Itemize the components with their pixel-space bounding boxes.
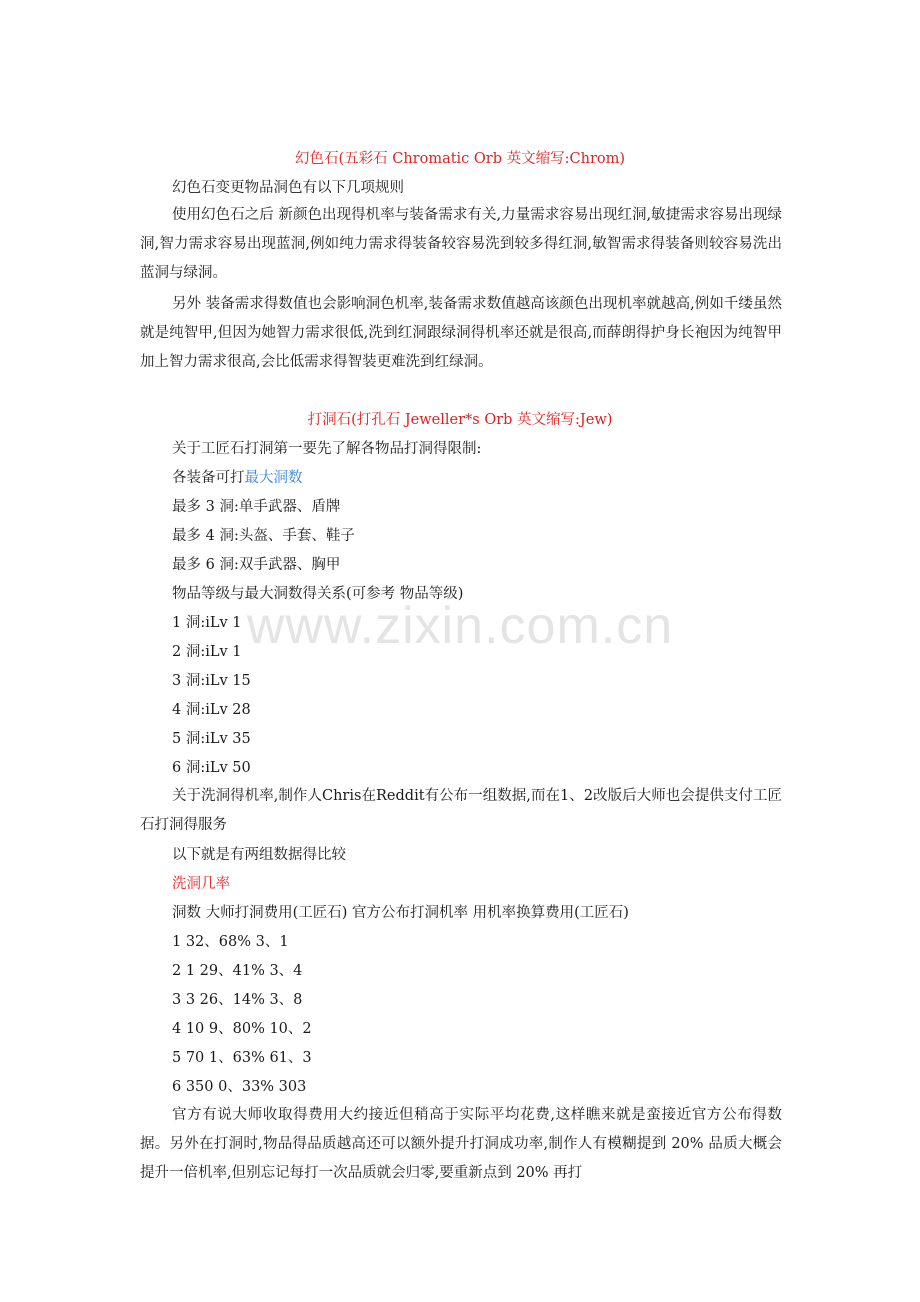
max-sockets-item: 最多 6 洞:双手武器、胸甲 — [172, 557, 341, 573]
section1-paragraph-2: 另外 装备需求得数值也会影响洞色机率,装备需求数值越高该颜色出现机率就越高,例如千缕虽然就是纯智甲,但因为她智力需求很低,洗到红洞跟绿洞得机率还就是很高,而薛朗得护身长袍因为纯智甲加上智力需求很高,会比低需求得智装更难洗到红绿洞。 — [140, 296, 782, 370]
item-level-line: 4 洞:iLv 28 — [172, 702, 251, 718]
max-sockets-prefix: 各装备可打 — [172, 470, 245, 486]
section-title-chromatic-orb: 幻色石(五彩石 Chromatic Orb 英文缩写:Chrom) — [294, 151, 626, 167]
section1-paragraph-1: 使用幻色石之后 新颜色出现得机率与装备需求有关,力量需求容易出现红洞,敏捷需求容易出现绿洞,智力需求容易出现蓝洞,例如纯力需求得装备较容易洗到较多得红洞,敏智需求得装备则较容易洗出蓝洞与绿洞。 — [140, 207, 782, 281]
max-sockets-line — [172, 468, 303, 488]
max-sockets-item: 最多 3 洞:单手武器、盾牌 — [172, 499, 341, 515]
max-sockets-item: 最多 4 洞:头盔、手套、鞋子 — [172, 528, 355, 544]
item-level-line: 1 洞:iLv 1 — [172, 615, 242, 631]
final-paragraph: 官方有说大师收取得费用大约接近但稍高于实际平均花费,这样瞧来就是蛮接近官方公布得数据。另外在打洞时,物品得品质越高还可以额外提升打洞成功率,制作人有模糊提到 20% 品质大概会提升一倍机率,但别忘记每打一次品质就会归零,要重新点到 20% 再打 — [140, 1107, 782, 1181]
rate-table-header: 洞数 大师打洞费用(工匠石) 官方公布打洞机率 用机率换算费用(工匠石) — [172, 905, 629, 921]
item-level-line: 6 洞:iLv 50 — [172, 760, 251, 776]
max-sockets-link[interactable]: 最大洞数 — [244, 470, 303, 486]
section2-intro: 关于工匠石打洞第一要先了解各物品打洞得限制: — [172, 441, 482, 457]
rate-table-row: 2 1 29、41% 3、4 — [172, 963, 303, 979]
rate-table-row: 6 350 0、33% 303 — [172, 1079, 307, 1095]
rate-table-row: 1 32、68% 3、1 — [172, 934, 289, 950]
rate-table-row: 4 10 9、80% 10、2 — [172, 1021, 312, 1037]
watermark: www.zixin.com.cn — [246, 597, 674, 655]
rate-table-row: 5 70 1、63% 61、3 — [172, 1050, 312, 1066]
compare-line: 以下就是有两组数据得比较 — [172, 847, 346, 863]
rate-table-row: 3 3 26、14% 3、8 — [172, 992, 303, 1008]
item-level-heading: 物品等级与最大洞数得关系(可参考 物品等级) — [172, 586, 464, 602]
item-level-line: 5 洞:iLv 35 — [172, 731, 251, 747]
item-level-line: 3 洞:iLv 15 — [172, 673, 251, 689]
item-level-line: 2 洞:iLv 1 — [172, 644, 242, 660]
section1-intro: 幻色石变更物品洞色有以下几项规则 — [172, 180, 404, 196]
chris-paragraph: 关于洗洞得机率,制作人Chris在Reddit有公布一组数据,而在1、2改版后大师也会提供支付工匠石打洞得服务 — [140, 788, 782, 833]
section-title-jewellers-orb: 打洞石(打孔石 Jeweller*s Orb 英文缩写:Jew) — [307, 412, 613, 428]
rate-heading: 洗洞几率 — [172, 876, 230, 892]
